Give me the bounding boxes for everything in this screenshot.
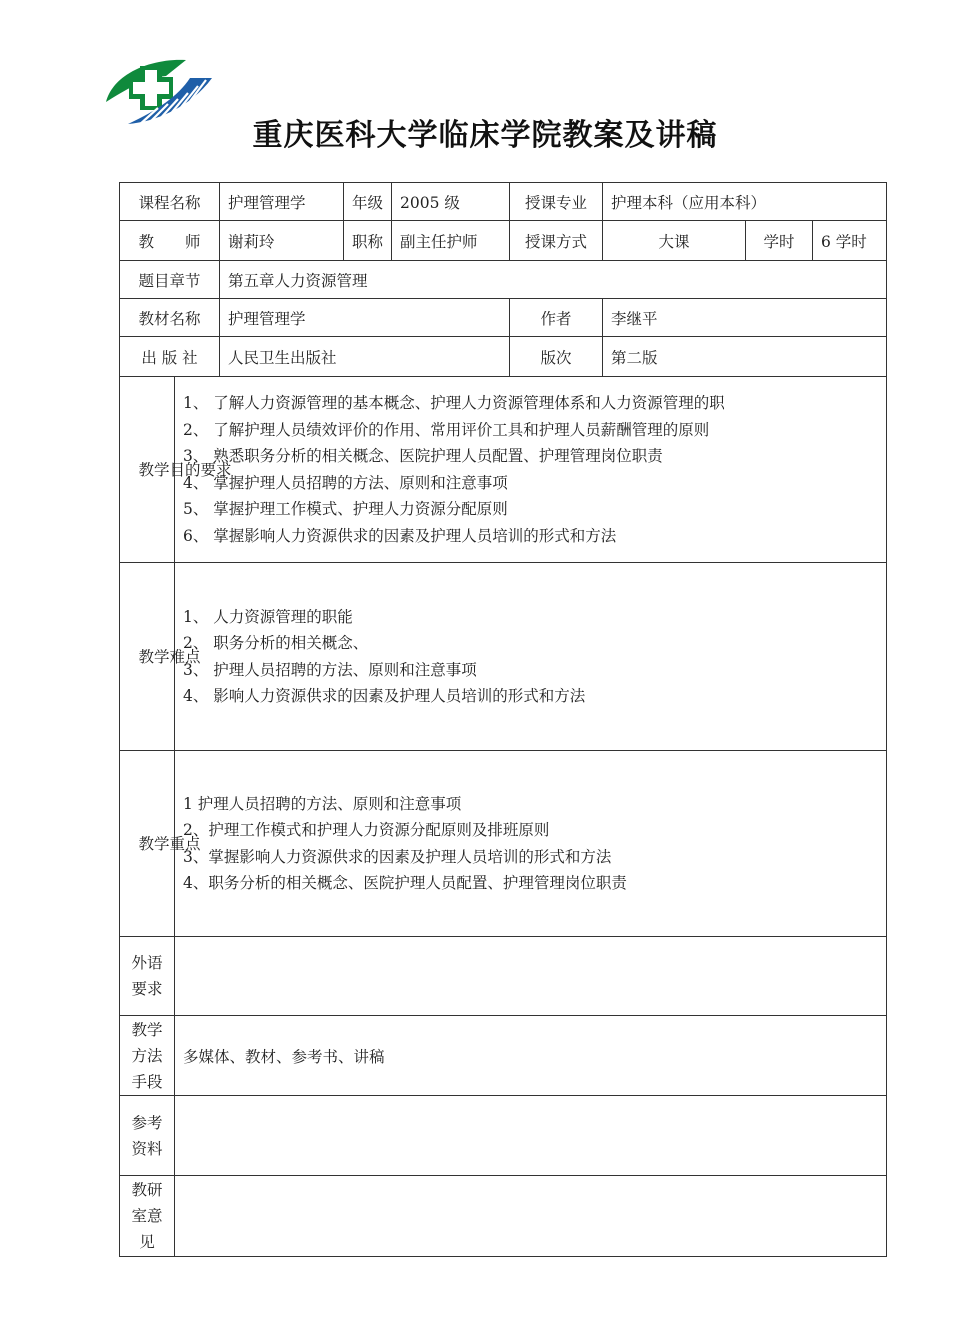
list-item: 1、 人力资源管理的职能: [183, 607, 353, 626]
value-methods: 多媒体、教材、参考书、讲稿: [175, 1016, 887, 1096]
list-item: 4、 掌握护理人员招聘的方法、原则和注意事项: [183, 473, 508, 492]
value-major: 护理本科（应用本科）: [603, 183, 887, 221]
value-publisher: 人民卫生出版社: [220, 337, 510, 377]
value-hours: 6 学时: [813, 221, 887, 261]
list-item: 1 护理人员招聘的方法、原则和注意事项: [183, 794, 462, 813]
value-textbook: 护理管理学: [220, 299, 510, 337]
key-points-list: [175, 751, 887, 937]
value-course-name: 护理管理学: [220, 183, 344, 221]
list-item: 5、 掌握护理工作模式、护理人力资源分配原则: [183, 500, 508, 518]
value-department: [175, 1176, 887, 1257]
label-edition: 版次: [510, 337, 603, 377]
list-item: 3、 熟悉职务分析的相关概念、医院护理人员配置、护理管理岗位职责: [183, 447, 663, 465]
row-textbook: [120, 299, 887, 337]
label-grade: 年级: [344, 183, 392, 221]
row-department: [120, 1176, 887, 1257]
value-foreign-language: [175, 937, 887, 1016]
lesson-plan-table: [119, 182, 887, 1257]
value-references: [175, 1096, 887, 1176]
label-title: 职称: [344, 221, 392, 261]
list-item: 3、 护理人员招聘的方法、原则和注意事项: [183, 660, 477, 679]
label-publisher: 出 版 社: [120, 337, 220, 377]
label-difficulties: 教学难点: [120, 563, 175, 751]
row-objectives: [120, 377, 887, 563]
value-chapter: 第五章人力资源管理: [220, 261, 887, 299]
list-item: 3、掌握影响人力资源供求的因素及护理人员培训的形式和方法: [183, 847, 612, 866]
list-item: 6、 掌握影响人力资源供求的因素及护理人员培训的形式和方法: [183, 526, 617, 545]
row-methods: [120, 1016, 887, 1096]
row-course: [120, 183, 887, 221]
value-mode: 大课: [603, 221, 746, 261]
value-teacher: 谢莉玲: [220, 221, 344, 261]
value-grade: 2005 级: [392, 183, 510, 221]
label-methods: 教学 方法 手段: [120, 1016, 175, 1096]
label-key-points: 教学重点: [120, 751, 175, 937]
row-difficulties: [120, 563, 887, 751]
list-item: 4、 影响人力资源供求的因素及护理人员培训的形式和方法: [183, 687, 586, 705]
difficulties-list: [175, 563, 887, 751]
row-publisher: [120, 337, 887, 377]
label-references: 参考 资料: [120, 1096, 175, 1176]
label-mode: 授课方式: [510, 221, 603, 261]
value-author: 李继平: [603, 299, 887, 337]
list-item: 2、护理工作模式和护理人力资源分配原则及排班原则: [183, 821, 550, 839]
objectives-list: [175, 377, 887, 563]
value-title: 副主任护师: [392, 221, 510, 261]
list-item: 2、 职务分析的相关概念、: [183, 634, 369, 652]
list-item: 2、 了解护理人员绩效评价的作用、常用评价工具和护理人员薪酬管理的原则: [183, 420, 710, 439]
label-major: 授课专业: [510, 183, 603, 221]
label-foreign-language: 外语 要求: [120, 937, 175, 1016]
row-chapter: [120, 261, 887, 299]
list-item: 4、职务分析的相关概念、医院护理人员配置、护理管理岗位职责: [183, 874, 627, 892]
label-author: 作者: [510, 299, 603, 337]
label-chapter: 题目章节: [120, 261, 220, 299]
row-references: [120, 1096, 887, 1176]
label-hours: 学时: [746, 221, 813, 261]
label-department: 教研 室意 见: [120, 1176, 175, 1257]
document-title: 重庆医科大学临床学院教案及讲稿: [252, 118, 718, 153]
label-teacher: 教 师: [120, 221, 220, 261]
value-edition: 第二版: [603, 337, 887, 377]
row-key-points: [120, 751, 887, 937]
label-textbook: 教材名称: [120, 299, 220, 337]
row-teacher: [120, 221, 887, 261]
label-objectives: 教学目的要求: [120, 377, 175, 563]
list-item: 1、 了解人力资源管理的基本概念、护理人力资源管理体系和人力资源管理的职: [183, 394, 725, 412]
label-course-name: 课程名称: [120, 183, 220, 221]
row-foreign-language: [120, 937, 887, 1016]
